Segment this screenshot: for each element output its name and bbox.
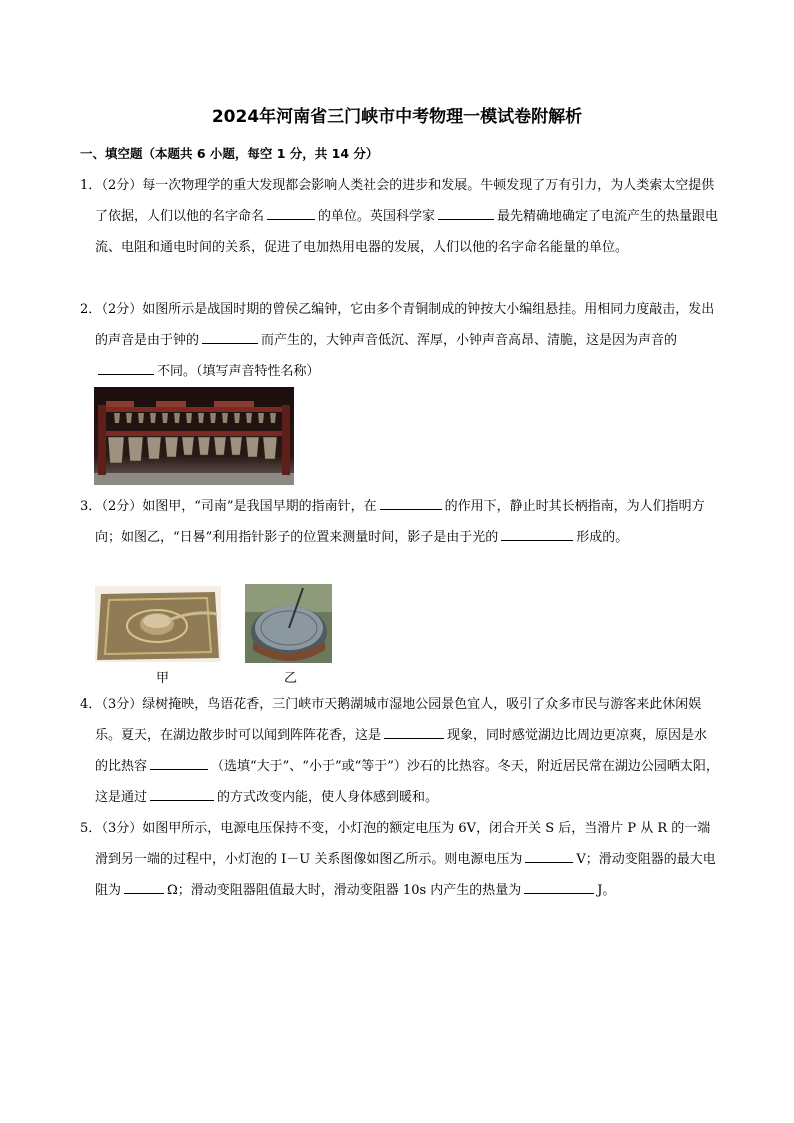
question-text: 的作用下，静止时其长柄指南，为人们指明方向；如图乙，“日晷”利用指针影子的位置来测量时间，影子是由于光的	[95, 499, 705, 545]
answer-blank[interactable]	[124, 879, 164, 894]
question-text: 现象，同时感觉湖边比周边更凉爽，原因是水的比热容	[95, 728, 708, 774]
answer-blank[interactable]	[150, 755, 208, 770]
question-number: 2．	[80, 302, 102, 317]
answer-blank[interactable]	[380, 495, 442, 510]
answer-blank[interactable]	[501, 526, 573, 541]
answer-blank[interactable]	[438, 205, 494, 220]
caption-yi: 乙	[284, 671, 298, 686]
question-text: 不同。（填写声音特性名称）	[157, 364, 320, 379]
answer-blank[interactable]	[525, 848, 573, 863]
question-text: （2分）如图所示是战国时期的曾侯乙编钟，它由多个青铜制成的钟按大小编组悬挂。用相同力度敲击，发出的声音是由于钟的	[95, 302, 715, 348]
answer-blank[interactable]	[98, 360, 154, 375]
question-4	[80, 689, 720, 813]
question-number: 5．	[80, 821, 102, 836]
answer-blank[interactable]	[384, 724, 444, 739]
answer-blank[interactable]	[524, 879, 594, 894]
page-title: 2024年河南省三门峡市中考物理一模试卷附解析	[211, 107, 583, 127]
answer-blank[interactable]	[202, 329, 258, 344]
question-1	[80, 170, 720, 263]
question-number: 4．	[80, 697, 102, 712]
question-text: 的单位。英国科学家	[318, 209, 436, 224]
question-5	[80, 813, 720, 906]
chime-bells-image	[94, 387, 294, 485]
question-text: Ω；滑动变阻器阻值最大时，滑动变阻器 10s 内产生的热量为	[167, 883, 522, 898]
answer-blank[interactable]	[150, 786, 214, 801]
answer-blank[interactable]	[267, 205, 315, 220]
question-text: 最先精确地确定了电流产生的热量跟电流、电阻和通电时间的关系，促进了电加热用电器的发展，人们以他的名字命名能量的单位。	[95, 209, 719, 255]
question-number: 3．	[80, 499, 102, 514]
caption-jia: 甲	[156, 671, 170, 686]
question-text: V；滑动变阻器的最大电阻为	[95, 852, 716, 898]
sinan-compass-image	[95, 586, 221, 662]
sundial-image	[245, 584, 332, 663]
question-text: 形成的。	[576, 530, 629, 545]
question-text: （3分）如图甲所示，电源电压保持不变，小灯泡的额定电压为 6V，闭合开关 S 后，当滑片 P 从 R 的一端滑到另一端的过程中，小灯泡的 I－U 关系图像如图乙所示。则电源电压为	[95, 821, 711, 867]
question-text: 而产生的，大钟声音低沉、浑厚，小钟声音高昂、清脆，这是因为声音的	[261, 333, 678, 348]
question-text: 的方式改变内能，使人身体感到暖和。	[217, 790, 439, 805]
question-text: （2分）如图甲，“司南”是我国早期的指南针，在	[95, 499, 377, 514]
question-2	[80, 294, 720, 387]
question-text: （选填“大于”、“小于”或“等于”）沙石的比热容。冬天，附近居民常在湖边公园晒太阳，这是通过	[95, 759, 719, 805]
section-heading: 一、填空题（本题共 6 小题，每空 1 分，共 14 分）	[80, 146, 379, 161]
question-text: J。	[597, 883, 616, 898]
question-text: （2分）每一次物理学的重大发现都会影响人类社会的进步和发展。牛顿发现了万有引力，为人类索太空提供了依据，人们以他的名字命名	[95, 178, 715, 224]
question-text: （3分）绿树掩映，鸟语花香，三门峡市天鹅湖城市湿地公园景色宜人，吸引了众多市民与游客来此休闲娱乐。夏天，在湖边散步时可以闻到阵阵花香，这是	[95, 697, 702, 743]
question-number: 1．	[80, 178, 102, 193]
question-3	[80, 491, 720, 553]
